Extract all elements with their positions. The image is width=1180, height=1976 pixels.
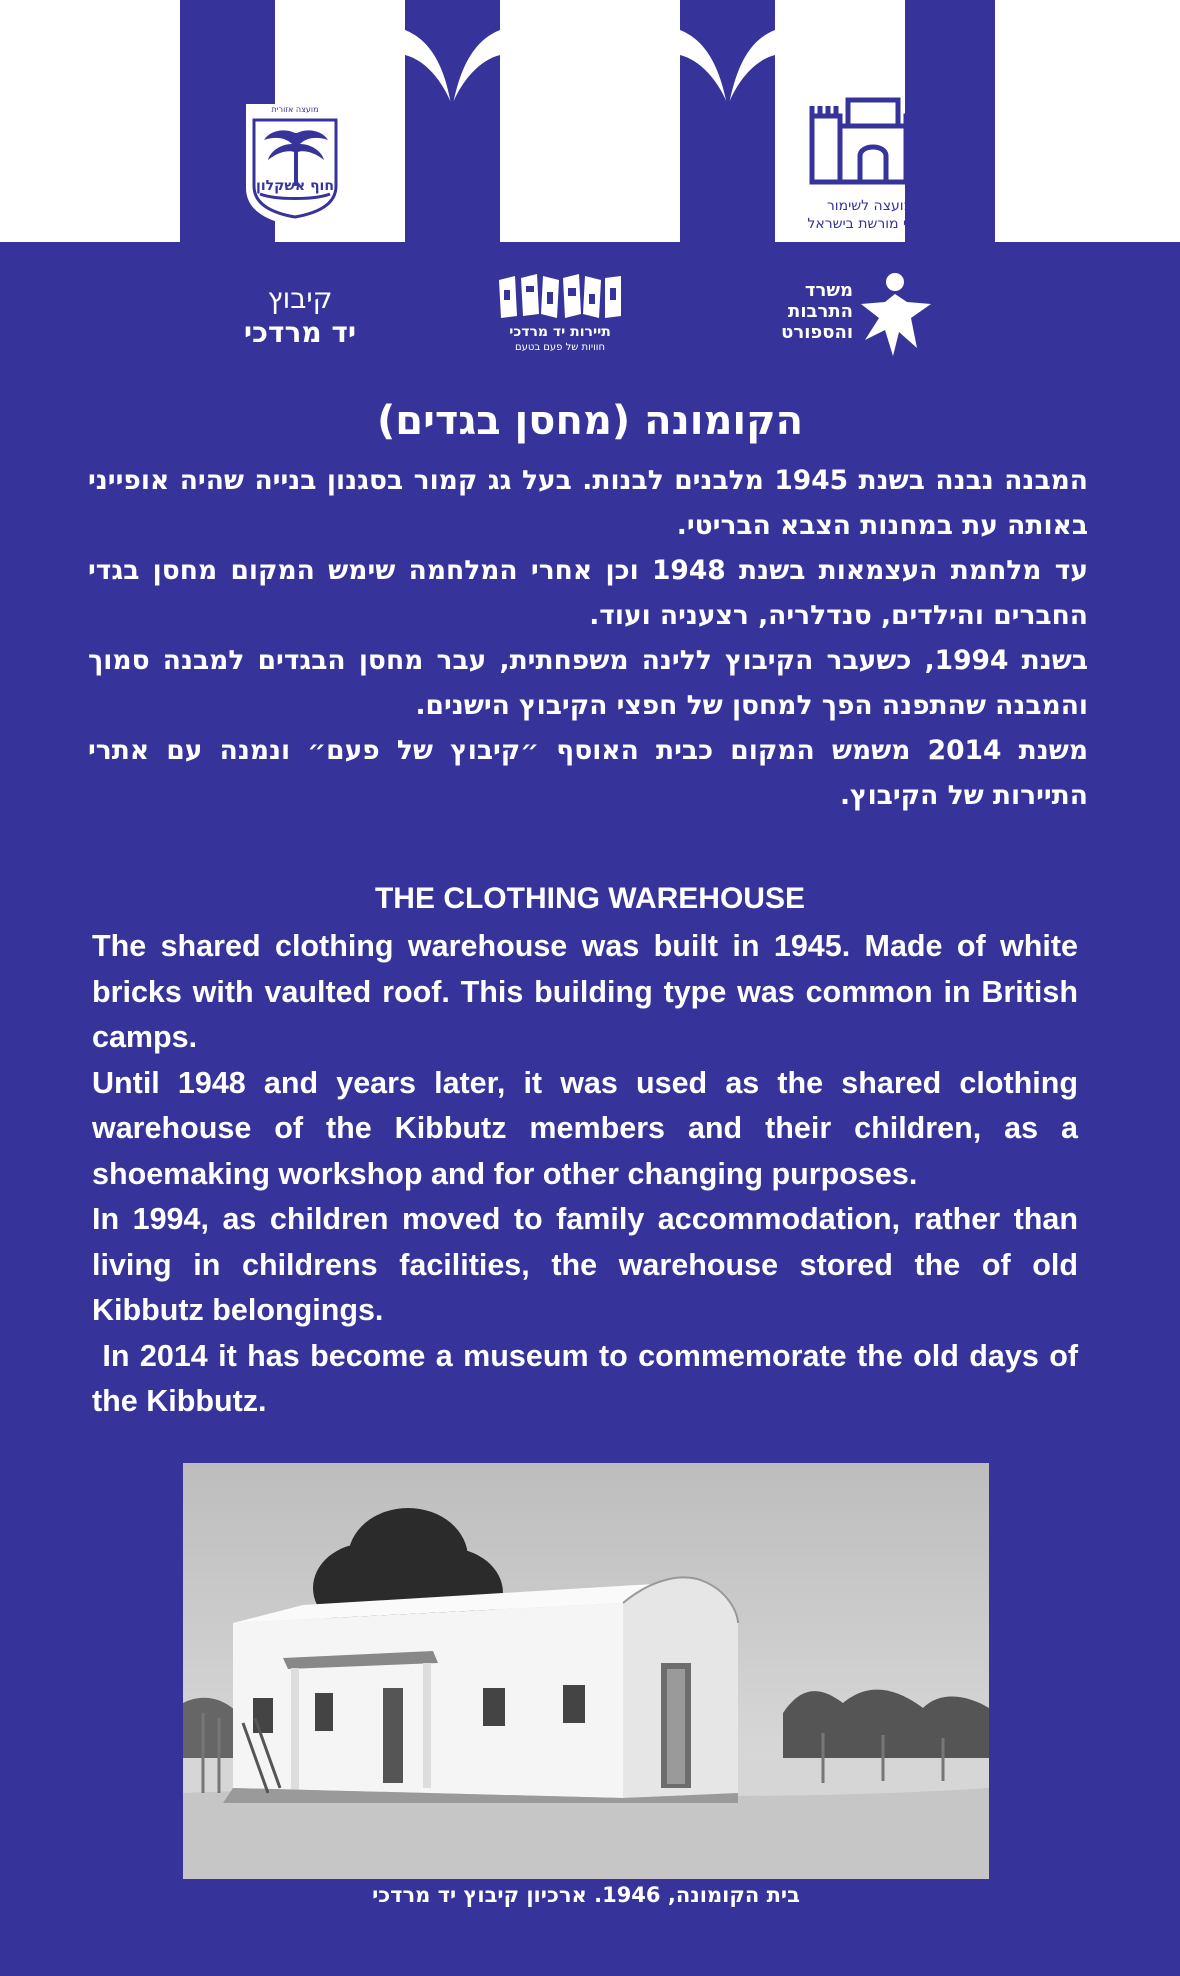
hebrew-paragraph: משנת 2014 משמש המקום כבית האוסף ״קיבוץ של פעם״ ונמנה עם אתרי התיירות של הקיבוץ. xyxy=(88,735,1089,811)
historic-photo xyxy=(183,1463,989,1879)
header-band xyxy=(0,0,1180,250)
emblem-top-text: מועצה אזורית xyxy=(271,105,319,114)
english-paragraph: Until 1948 and years later, it was used as the shared clothing warehouse of the Kibbutz members and their children, as a shoemaking workshop and for other changing purposes. xyxy=(92,1065,1078,1191)
tourism-line1: תיירות יד מרדכי xyxy=(509,324,611,340)
photo-caption: בית הקומונה, 1946. ארכיון קיבוץ יד מרדכי xyxy=(372,1883,800,1907)
ministry-line3: והספורט xyxy=(781,322,853,343)
english-body xyxy=(92,924,1087,1425)
english-title: THE CLOTHING WAREHOUSE xyxy=(374,882,805,915)
palm-tree-emblem-icon xyxy=(240,98,350,228)
heritage-line1: מועצה לשימור xyxy=(826,198,914,214)
english-paragraph: The shared clothing warehouse was built in 1945. Made of white bricks with vaulted roof. This building type was common in British camps. xyxy=(92,929,1078,1054)
hebrew-title: הקומונה (מחסן בגדים) xyxy=(376,398,804,444)
kibbutz-line2: יד מרדכי xyxy=(243,316,357,349)
castle-gate-icon xyxy=(808,96,938,186)
heritage-logo xyxy=(780,96,960,236)
hebrew-paragraph: בשנת 1994, כשעבר הקיבוץ ללינה משפחתית, עבר מחסן הבגדים למבנה סמוך והמבנה שהתפנה הפך למחסן של חפצי הקיבוץ הישנים. xyxy=(88,645,1088,721)
city-emblem xyxy=(240,98,350,228)
tourism-line2: חוויות של פעם בטעם xyxy=(514,342,606,353)
kibbutz-line1: קיבוץ xyxy=(267,282,333,315)
english-paragraph: In 2014 it has become a museum to commemorate the old days of the Kibbutz. xyxy=(92,1338,1087,1418)
hebrew-body xyxy=(88,458,1088,818)
warehouse-photo-illustration xyxy=(183,1463,989,1879)
emblem-name-text: חוף אשקלון xyxy=(256,178,334,194)
tourism-logo xyxy=(485,270,635,370)
hebrew-paragraph: עד מלחמת העצמאות בשנת 1948 וכן אחרי המלחמה שימש המקום מחסן בגדי החברים והילדים, סנדלריה, רצעניה ועוד. xyxy=(88,555,1088,631)
english-paragraph: In 1994, as children moved to family accommodation, rather than living in childrens facilities, the warehouse stored the of old Kibbutz belongings. xyxy=(92,1202,1078,1327)
star-figure-icon xyxy=(855,270,935,360)
kibbutz-name xyxy=(225,282,375,362)
hebrew-paragraph: המבנה נבנה בשנת 1945 מלבנים לבנות. בעל גג קמור בסגנון בנייה שהיה אופייני באותה עת במחנות הצבא הבריטי. xyxy=(88,465,1088,541)
ministry-line2: התרבות xyxy=(788,301,853,322)
heritage-line2: אתרי מורשת בישראל xyxy=(807,216,933,232)
ministry-line1: משרד xyxy=(804,280,853,301)
ministry-logo xyxy=(745,270,935,370)
tourism-logo-icon xyxy=(495,270,625,320)
